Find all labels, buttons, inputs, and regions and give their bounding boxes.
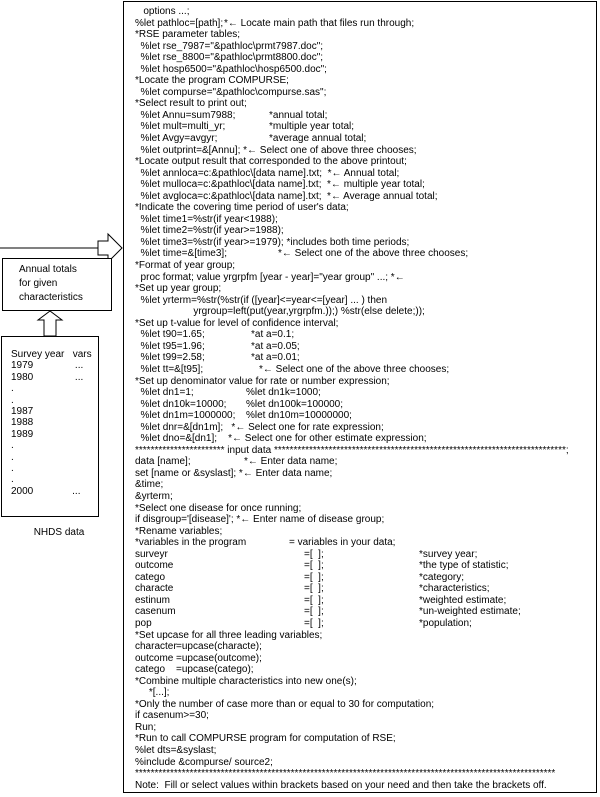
code-line: *RSE parameter tables;	[135, 29, 241, 41]
code-line: surveyr =[ ]; *survey year;	[135, 548, 478, 560]
code-line: %let dn10k=10000; %let dn100k=100000;	[135, 398, 344, 410]
code-line: estinum =[ ]; *weighted estimate;	[135, 594, 507, 606]
code-line: %let pathloc=[path];*← Locate main path that files run through;	[135, 17, 415, 29]
code-line: %let dno=&[dn1]; *← Select one for other estimate expression;	[135, 433, 427, 445]
survey-data-row: .	[11, 383, 14, 395]
code-line: ************************************************************************************************************	[135, 768, 556, 780]
result-box	[2, 258, 112, 311]
survey-data-row: 1980 ...	[11, 371, 84, 383]
code-line: &yrterm;	[135, 490, 173, 502]
code-line: pop =[ ]; *population;	[135, 617, 472, 629]
code-line: *Set upcase for all three leading variables;	[135, 629, 323, 641]
survey-data-row: 1979 ...	[11, 360, 84, 372]
survey-data-row: .	[11, 440, 14, 452]
code-line: *Set up year group;	[135, 283, 222, 295]
code-line: *Locate output result that corresponded to the above printout;	[135, 156, 407, 168]
survey-data-row: .	[11, 451, 14, 463]
code-line: *[...];	[135, 687, 170, 699]
code-line: *Set up denominator value for rate or number expression;	[135, 375, 390, 387]
code-line: %let time=&[time3]; *← Select one of the above three chooses;	[135, 248, 469, 260]
code-line: %let rse_8800="&pathloc\prmt8800.doc";	[135, 52, 324, 64]
code-line: %let outprint=&[Annu]; *← Select one of above three chooses;	[135, 144, 417, 156]
code-line: %let Avgy=avgyr; *average annual total;	[135, 133, 367, 145]
code-line: %let tt=&[t95]; *← Select one of the above three chooses;	[135, 363, 450, 375]
survey-data-row: 2000 ...	[11, 485, 81, 497]
code-line: Note: Fill or select values within brackets based on your need and then take the brackets off.	[135, 779, 547, 791]
survey-data-row: .	[11, 394, 14, 406]
flow-up-arrow-icon	[35, 310, 65, 337]
code-line: %let time1=%str(if year<1988);	[135, 213, 278, 225]
survey-data-row: 1989	[11, 428, 34, 440]
code-line: casenum =[ ]; *un-weighted estimate;	[135, 606, 521, 618]
code-line: %let t95=1.96; *at a=0.05;	[135, 340, 300, 352]
code-line: %include &compurse/ source2;	[135, 756, 273, 768]
code-line: %let compurse="&pathloc\compurse.sas";	[135, 86, 327, 98]
code-line: %let dn1m=1000000; %let dn10m=10000000;	[135, 410, 352, 422]
code-line: *********************** input data ***************************************************************************;	[135, 444, 569, 456]
code-line: %let yrterm=%str(%str(if ([year]<=year<=[year] ... ) then	[135, 294, 388, 306]
nhds-caption: NHDS data	[33, 527, 85, 538]
code-line: *Combine multiple characteristics into new one(s);	[135, 675, 357, 687]
code-line: *variables in the program = variables in your data;	[135, 537, 396, 549]
code-line: *Run to call COMPURSE program for computation of RSE;	[135, 733, 396, 745]
code-line: %let hosp6500="&pathloc\hosp6500.doc";	[135, 63, 327, 75]
code-line: *Indicate the covering time period of user's data;	[135, 202, 349, 214]
code-line: *Select result to print out;	[135, 98, 247, 110]
code-line: catego =[ ]; *category;	[135, 571, 465, 583]
code-line: %let avgloca=c:&pathloc\[data name].txt; *← Average annual total;	[135, 190, 438, 202]
code-line: options ...;	[135, 6, 190, 17]
code-line: %let dnr=&[dn1m]; *← Select one for rate expression;	[135, 421, 384, 433]
code-line: &time;	[135, 479, 164, 491]
code-line: %let t90=1.65; *at a=0.1;	[135, 329, 295, 341]
survey-data-row: Survey year vars	[11, 349, 92, 360]
code-line: outcome =[ ]; *the type of statistic;	[135, 560, 509, 572]
code-line: Run;	[135, 721, 157, 733]
code-line: if disgroup='[disease]'; *← Enter name of disease group;	[135, 514, 385, 526]
code-line: *Format of year group;	[135, 260, 236, 272]
survey-data-box	[1, 336, 99, 517]
survey-data-row: .	[11, 474, 14, 486]
code-line: proc format; value yrgrpfm [year - year]="year group" ...; *←	[135, 271, 405, 283]
code-line: %let dts=&syslast;	[135, 745, 217, 756]
code-line: %let Annu=sum7988; *annual total;	[135, 109, 328, 121]
code-line: %let annloca=c:&pathloc\[data name].txt; *← Annual total;	[135, 167, 400, 179]
code-line: outcome =upcase(outcome);	[135, 652, 262, 664]
code-line: %let rse_7987="&pathloc\prmt7987.doc";	[135, 40, 324, 52]
survey-data-row: .	[11, 462, 14, 474]
code-line: %let mulloca=c:&pathloc\[data name].txt; *← multiple year total;	[135, 179, 425, 191]
survey-data-row: 1988	[11, 417, 34, 429]
code-line: %let mult=multi_yr; *multiple year total;	[135, 121, 355, 133]
code-line: *Rename variables;	[135, 525, 223, 537]
code-line: if casenum>=30;	[135, 710, 209, 722]
code-line: %let time2=%str(if year>=1988);	[135, 225, 284, 237]
code-line: characte =[ ]; *characteristics;	[135, 583, 490, 595]
code-line: set [name or &syslast]; *← Enter data name;	[135, 467, 333, 479]
result-box-line: characteristics	[19, 292, 83, 303]
result-box-line: for given	[19, 278, 58, 289]
code-line: catego =upcase(catego);	[135, 664, 254, 676]
program-listing	[123, 1, 597, 793]
code-line: character=upcase(characte);	[135, 641, 262, 653]
code-line: %let time3=%str(if year>=1979); *includes both time periods;	[135, 236, 410, 248]
code-line: *Select one disease for once running;	[135, 502, 302, 514]
code-line: *Only the number of case more than or equal to 30 for computation;	[135, 698, 435, 710]
code-line: %let dn1=1; %let dn1k=1000;	[135, 387, 321, 399]
result-box-line: Annual totals	[19, 264, 77, 275]
code-line: *Set up t-value for level of confidence interval;	[135, 317, 339, 329]
code-line: *Locate the program COMPURSE;	[135, 75, 289, 87]
code-line: %let t99=2.58; *at a=0.01;	[135, 352, 300, 364]
code-line: yrgroup=left(put(year,yrgrpfm.));) %str(else delete;));	[135, 306, 425, 318]
code-line: data [name]; *← Enter data name;	[135, 456, 338, 468]
survey-data-row: 1987	[11, 405, 34, 417]
